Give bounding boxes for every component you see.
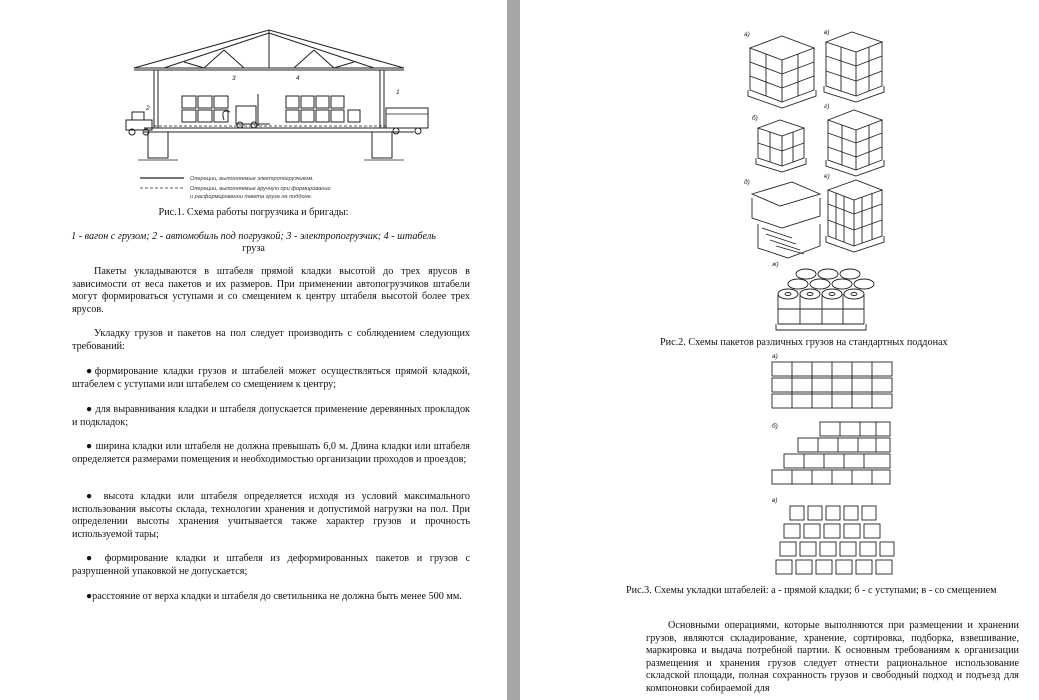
page-gutter [507,0,520,700]
legend-line-2: Операции, выполняемые вручную при формировании [190,186,331,192]
right-page [520,0,1039,700]
figure2-label-g: г) [824,103,830,110]
figure2-label-a: а) [744,31,750,38]
bullet-item-4: ● высота кладки или штабеля определяется исходя из условий максимального использования высоты склада, технологии хранения и допустимой нагрузки на пол. При определении высоты хранения учитывается также характер грузов и прочность используемой тары; [72,491,470,540]
bullet-item-6: ●расстояние от верха кладки и штабеля до светильника не должна быть менее 500 мм. [86,591,462,602]
figure2-label-b: б) [752,115,758,122]
figure2-caption: Рис.2. Схемы пакетов различных грузов на стандартных поддонах [660,337,948,348]
pallet-packages-figure [742,28,892,340]
figure2-label-zh: ж) [772,261,779,268]
figure2-label-v: в) [824,29,830,36]
stacking-schemes-figure [742,350,902,586]
paragraph-1: Пакеты укладываются в штабеля прямой кладки высотой до трех ярусов в зависимости от веса пакетов и их размеров. При применении автопогрузчиков штабели могут формироваться уступами и со смещением к центру штабеля высотой более трех ярусов. [72,266,470,315]
figure1-number-3: 4 [296,75,300,82]
legend-line-1: Операции, выполняемые электропогрузчиком. [190,176,314,182]
figure2-label-d: д) [744,179,750,186]
figure1-number-2: 3 [232,75,236,82]
figure1-legend-line2: груза [242,243,265,254]
figure3-label-b: б) [772,423,778,430]
figure2-label-e: е) [824,173,830,180]
figure1-number-1: 2 [146,105,150,112]
figure3-caption: Рис.3. Схемы укладки штабелей: а - прямой кладки; б - с уступами; в - со смещением [626,585,997,596]
left-page [0,0,507,700]
paragraph-bottom: Основными операциями, которые выполняются при размещении и хранении грузов, являются складирование, хранение, сортировка, подборка, взвешивание, маркировка и выдача потребной партии. К основным требованиям к организации размещения и хранения грузов следует отнести рациональное использование складской площади, полная сохранность грузов и свободный подход и подъезд для компоновки собираемой для [646,620,1019,694]
warehouse-diagram [124,28,434,210]
figure3-label-a: а) [772,353,778,360]
legend-line-3: и расформировании пакета груза на поддоне. [190,194,313,200]
figure1-legend-line1: 1 - вагон с грузом; 2 - автомобиль под погрузкой; 3 - электропогрузчик; 4 - штабель [71,231,436,242]
bullet-item-1: ●формирование кладки грузов и штабелей может осуществляться прямой кладкой, штабелем с уступами или штабелем со смещением к центру; [72,366,470,390]
figure3-label-v: в) [772,497,778,504]
figure1-number-0: 1 [396,89,400,96]
bullet-item-5: ● формирование кладки и штабеля из деформированных пакетов и грузов с разрушенной упаковкой не допускается; [72,553,470,577]
bullet-item-3: ● ширина кладки или штабеля не должна превышать 6,0 м. Длина кладки или штабеля определяется размерами помещения и необходимостью организации проходов и проездов; [72,441,470,465]
paragraph-2: Укладку грузов и пакетов на пол следует производить с соблюдением следующих требований: [72,328,470,352]
figure1-caption: Рис.1. Схема работы погрузчика и бригады: [158,207,349,218]
bullet-item-2: ● для выравнивания кладки и штабеля допускается применение деревянных прокладок и подкладок; [72,404,470,428]
